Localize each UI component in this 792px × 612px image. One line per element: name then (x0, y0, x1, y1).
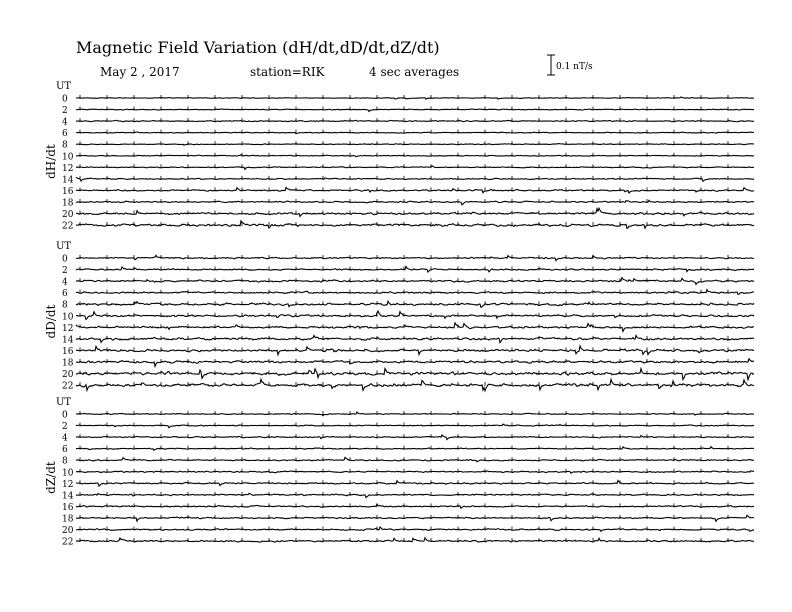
trace-line (76, 435, 754, 440)
trace-hour-label: 2 (62, 266, 68, 277)
trace-line (76, 359, 754, 367)
trace-line (76, 471, 754, 473)
trace-line (76, 323, 754, 332)
trace-line (76, 457, 754, 461)
trace-line (76, 278, 754, 285)
scale-bar (547, 55, 593, 75)
trace-hour-label: 12 (62, 163, 74, 174)
panel-dh-dt (44, 81, 754, 232)
trace-hour-label: 10 (62, 468, 74, 479)
trace-hour-label: 2 (62, 106, 68, 117)
trace-hour-label: 10 (62, 152, 74, 163)
trace-line (76, 266, 754, 272)
trace-hour-label: 20 (62, 370, 74, 380)
trace-line (76, 538, 754, 542)
trace-line (76, 144, 754, 146)
panel-dd-dt (44, 241, 754, 392)
trace-hour-label: 6 (62, 289, 68, 300)
trace-hour-label: 0 (62, 94, 68, 105)
trace-line (76, 109, 754, 112)
trace-line (76, 379, 754, 390)
trace-line (76, 480, 754, 486)
trace-hour-label: 4 (62, 433, 68, 444)
trace-line (76, 200, 754, 205)
trace-time-ticks (80, 267, 728, 271)
trace-hour-label: 20 (62, 210, 74, 220)
trace-hour-label: 16 (62, 186, 74, 197)
chart-title: Magnetic Field Variation (dH/dt,dD/dt,dZ/dt) (76, 38, 440, 57)
trace-hour-label: 22 (62, 537, 74, 548)
trace-hour-label: 2 (62, 422, 68, 433)
panels-group (44, 81, 754, 548)
trace-line (76, 187, 754, 193)
trace-line (76, 208, 754, 216)
trace-hour-label: 20 (62, 526, 74, 536)
trace-line (76, 311, 754, 319)
trace-hour-label: 18 (62, 514, 74, 525)
trace-hour-label: 8 (62, 456, 68, 467)
trace-hour-label: 22 (62, 381, 74, 392)
trace-line (76, 166, 754, 170)
trace-hour-label: 16 (62, 346, 74, 357)
trace-line (76, 155, 754, 157)
trace-hour-label: 4 (62, 277, 68, 288)
trace-line (76, 255, 754, 260)
trace-hour-label: 14 (62, 175, 74, 186)
trace-hour-label: 22 (62, 221, 74, 232)
trace-hour-label: 6 (62, 445, 68, 456)
ut-label: UT (56, 81, 72, 92)
trace-line (76, 412, 754, 416)
date-label: May 2 , 2017 (100, 65, 180, 79)
trace-hour-label: 6 (62, 129, 68, 140)
trace-line (76, 368, 754, 379)
ut-label: UT (56, 397, 72, 408)
trace-hour-label: 8 (62, 300, 68, 311)
trace-line (76, 177, 754, 181)
trace-hour-label: 10 (62, 312, 74, 323)
trace-hour-label: 4 (62, 117, 68, 128)
trace-line (76, 301, 754, 307)
trace-hour-label: 14 (62, 491, 74, 502)
trace-hour-label: 16 (62, 502, 74, 513)
scale-bar-label: 0.1 nT/s (556, 62, 593, 72)
panel-ylabel: dZ/dt (44, 461, 58, 494)
ut-label: UT (56, 241, 72, 252)
trace-line (76, 290, 754, 295)
trace-time-ticks (80, 187, 728, 191)
trace-hour-label: 0 (62, 254, 68, 265)
trace-line (76, 120, 754, 122)
trace-hour-label: 12 (62, 323, 74, 334)
trace-hour-label: 18 (62, 198, 74, 209)
trace-line (76, 132, 754, 134)
trace-hour-label: 14 (62, 335, 74, 346)
station-label: station=RIK (250, 65, 325, 79)
trace-line (76, 221, 754, 229)
trace-hour-label: 18 (62, 358, 74, 369)
averaging-label: 4 sec averages (369, 65, 460, 79)
trace-hour-label: 8 (62, 140, 68, 151)
trace-hour-label: 12 (62, 479, 74, 490)
trace-time-ticks (80, 153, 728, 157)
trace-line (76, 527, 754, 531)
trace-line (76, 335, 754, 342)
trace-line (76, 97, 754, 99)
trace-line (76, 447, 754, 451)
trace-line (76, 424, 754, 428)
trace-line (76, 504, 754, 508)
panel-ylabel: dD/dt (44, 304, 58, 339)
trace-line (76, 346, 754, 355)
trace-line (76, 493, 754, 497)
panel-ylabel: dH/dt (44, 144, 58, 179)
panel-dz-dt (44, 397, 754, 548)
trace-hour-label: 0 (62, 410, 68, 421)
trace-line (76, 515, 754, 521)
